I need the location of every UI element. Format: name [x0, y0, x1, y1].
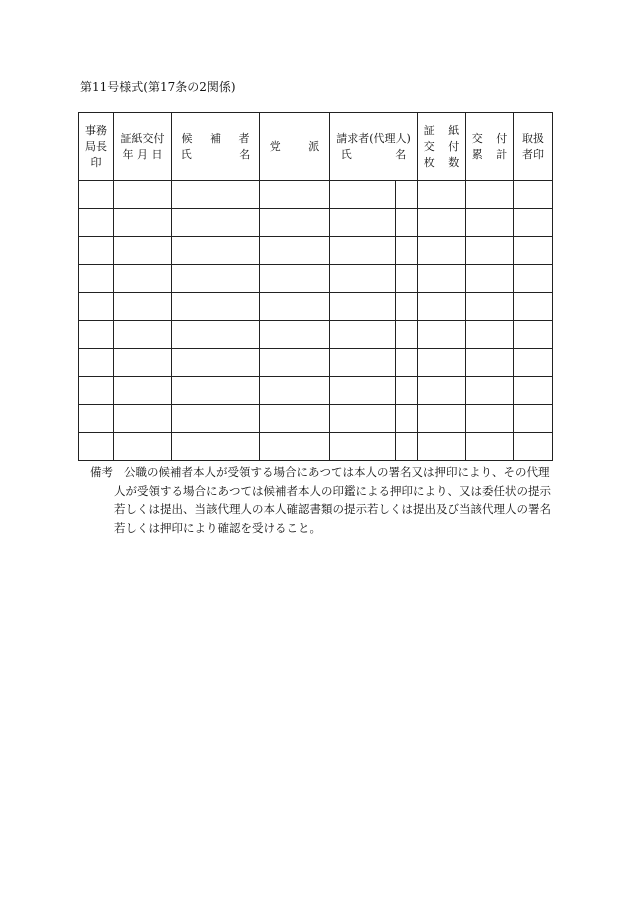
table-row	[79, 405, 553, 433]
header-text: 証紙交付	[120, 131, 165, 145]
table-cell	[260, 293, 330, 321]
table-row	[79, 349, 553, 377]
form-title: 第11号様式(第17条の2関係)	[80, 80, 236, 94]
table-cell	[466, 265, 514, 293]
table-row	[79, 265, 553, 293]
table-row	[79, 377, 553, 405]
table-cell	[79, 237, 114, 265]
remarks-body	[90, 463, 551, 537]
table-cell	[260, 209, 330, 237]
table-cell	[79, 181, 114, 209]
table-cell	[114, 321, 172, 349]
remarks-line: 若しくは押印により確認を受けること。	[114, 520, 321, 535]
table-cell	[260, 265, 330, 293]
table-cell	[79, 209, 114, 237]
header-text: 年 月 日	[122, 147, 163, 161]
header-text: 事務	[85, 123, 107, 137]
header-party	[260, 113, 330, 181]
table-cell	[418, 181, 466, 209]
table-cell	[330, 265, 396, 293]
header-text: 取扱	[522, 131, 544, 145]
table-cell	[330, 405, 396, 433]
header-handler-seal	[514, 113, 553, 181]
table-cell	[172, 377, 260, 405]
table-cell	[514, 433, 553, 461]
table-cell	[514, 209, 553, 237]
header-text: 党 派	[269, 139, 320, 153]
table-cell	[172, 293, 260, 321]
table-cell	[330, 349, 396, 377]
header-stamp-count	[418, 113, 466, 181]
table-row	[79, 433, 553, 461]
table-cell	[172, 349, 260, 377]
table-cell	[172, 433, 260, 461]
table-cell	[466, 321, 514, 349]
table-cell	[396, 209, 418, 237]
table-cell	[79, 377, 114, 405]
table-cell	[79, 349, 114, 377]
table-cell	[330, 181, 396, 209]
table-cell	[418, 349, 466, 377]
table-cell	[260, 349, 330, 377]
table-cell	[514, 237, 553, 265]
remarks-line: 若しくは提出、当該代理人の本人確認書類の提示若しくは提出及び当該代理人の署名	[114, 502, 551, 516]
table-cell	[114, 405, 172, 433]
table-cell	[114, 181, 172, 209]
table-cell	[330, 293, 396, 321]
header-text: 候 補 者	[181, 131, 250, 145]
table-cell	[396, 433, 418, 461]
table-cell	[172, 181, 260, 209]
table-cell	[114, 349, 172, 377]
header-text: 枚 数	[423, 155, 460, 169]
table-cell	[514, 405, 553, 433]
table-cell	[466, 181, 514, 209]
table-cell	[260, 237, 330, 265]
table-cell	[466, 209, 514, 237]
ledger-table	[78, 112, 553, 461]
table-row	[79, 293, 553, 321]
table-cell	[79, 265, 114, 293]
table-cell	[418, 405, 466, 433]
table-cell	[79, 321, 114, 349]
header-candidate-name	[172, 113, 260, 181]
table-cell	[514, 181, 553, 209]
remarks-line: 公職の候補者本人が受領する場合にあつては本人の署名又は押印により、その代理	[124, 465, 550, 479]
header-text: 交 付	[471, 131, 508, 145]
table-cell	[260, 405, 330, 433]
table-cell	[466, 293, 514, 321]
table-cell	[79, 293, 114, 321]
ledger-body	[79, 181, 553, 461]
table-cell	[330, 209, 396, 237]
table-cell	[514, 349, 553, 377]
table-cell	[514, 265, 553, 293]
table-row	[79, 181, 553, 209]
table-row	[79, 209, 553, 237]
table-cell	[466, 237, 514, 265]
header-text: 印	[90, 155, 102, 169]
table-cell	[260, 377, 330, 405]
table-cell	[418, 377, 466, 405]
table-cell	[396, 377, 418, 405]
table-cell	[114, 237, 172, 265]
table-cell	[172, 405, 260, 433]
table-cell	[330, 321, 396, 349]
table-cell	[396, 349, 418, 377]
table-cell	[514, 377, 553, 405]
table-cell	[418, 293, 466, 321]
table-cell	[79, 405, 114, 433]
header-text: 者印	[522, 147, 544, 161]
table-cell	[396, 265, 418, 293]
table-cell	[466, 433, 514, 461]
header-issue-date	[114, 113, 172, 181]
table-cell	[114, 265, 172, 293]
header-text: 証 紙	[423, 123, 460, 137]
table-cell	[172, 265, 260, 293]
table-cell	[330, 433, 396, 461]
header-director-seal	[79, 113, 114, 181]
table-cell	[466, 377, 514, 405]
table-cell	[418, 237, 466, 265]
table-cell	[172, 209, 260, 237]
table-cell	[396, 293, 418, 321]
table-cell	[514, 293, 553, 321]
header-cumulative-total	[466, 113, 514, 181]
header-text: 氏 名	[340, 147, 407, 161]
table-row	[79, 321, 553, 349]
table-cell	[418, 265, 466, 293]
header-text: 累 計	[471, 147, 508, 161]
header-text: 氏 名	[180, 147, 251, 161]
header-requester-name	[330, 113, 418, 181]
table-cell	[466, 349, 514, 377]
table-cell	[114, 377, 172, 405]
header-text: 交 付	[423, 139, 460, 153]
header-text: 局長	[85, 139, 107, 153]
table-cell	[418, 209, 466, 237]
remarks-label: 備考	[90, 465, 113, 479]
table-cell	[114, 433, 172, 461]
table-cell	[396, 181, 418, 209]
table-cell	[79, 433, 114, 461]
table-cell	[330, 377, 396, 405]
table-cell	[114, 209, 172, 237]
table-cell	[260, 181, 330, 209]
remarks-line: 人が受領する場合にあつては候補者本人の印鑑による押印により、又は委任状の提示	[114, 483, 551, 498]
table-cell	[396, 321, 418, 349]
table-cell	[514, 321, 553, 349]
table-cell	[330, 237, 396, 265]
table-cell	[114, 293, 172, 321]
table-cell	[172, 237, 260, 265]
table-cell	[466, 405, 514, 433]
table-cell	[396, 405, 418, 433]
table-cell	[418, 433, 466, 461]
table-header-row	[79, 113, 553, 181]
table-cell	[172, 321, 260, 349]
table-cell	[396, 237, 418, 265]
table-cell	[260, 321, 330, 349]
header-text: 請求者(代理人)	[336, 131, 411, 145]
table-row	[79, 237, 553, 265]
table-cell	[418, 321, 466, 349]
table-cell	[260, 433, 330, 461]
